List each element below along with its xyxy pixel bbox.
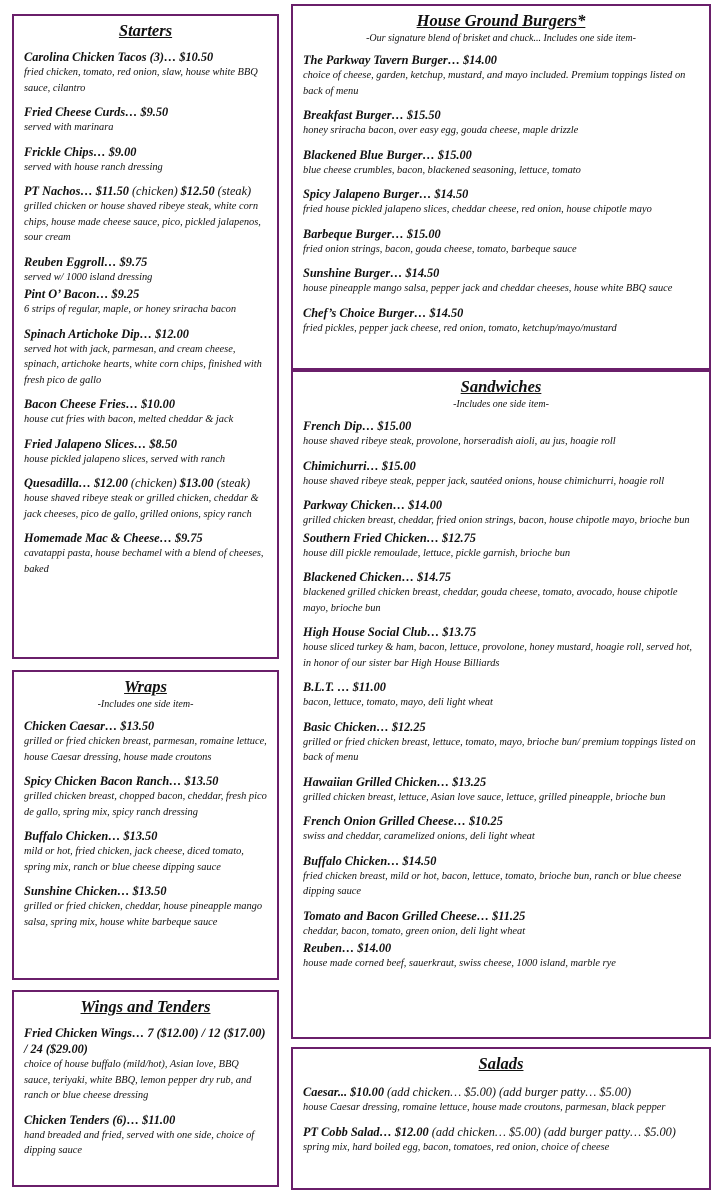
- starters-section: [12, 14, 279, 659]
- item-name: Quesadilla… $12.00 (chicken) $13.00 (steak): [24, 476, 251, 490]
- menu-item: [303, 569, 699, 616]
- menu-item: [303, 418, 699, 450]
- menu-item: [303, 107, 699, 139]
- item-desc: house pickled jalapeno slices, served with ranch: [24, 453, 226, 465]
- starters-title: Starters: [118, 21, 173, 40]
- item-name: Pint O’ Bacon… $9.25: [24, 287, 140, 301]
- item-name: Chimichurri… $15.00: [303, 458, 416, 473]
- item-desc: spring mix, hard boiled egg, bacon, tomatoes, red onion, choice of cheese: [303, 1141, 610, 1153]
- item-desc: house shaved ribeye steak, provolone, horseradish aioli, au jus, hoagie roll: [303, 436, 616, 447]
- item-desc: grilled or fried chicken breast, parmesan, romaine lettuce, house Caesar dressing, house made croutons: [24, 736, 267, 763]
- menu-item: [303, 1124, 699, 1156]
- menu-item: [24, 183, 267, 246]
- burgers-subtitle: -Our signature blend of brisket and chuck... Includes one side item-: [366, 33, 636, 44]
- salads-section: [291, 1047, 711, 1190]
- item-desc: bacon, lettuce, tomato, mayo, deli light wheat: [303, 697, 493, 708]
- item-desc: cheddar, bacon, tomato, green onion, deli light wheat: [303, 925, 526, 937]
- item-desc: house made corned beef, sauerkraut, swiss cheese, 1000 island, marble rye: [303, 958, 616, 969]
- menu-item: [24, 254, 267, 286]
- item-name: PT Nachos… $11.50 (chicken) $12.50 (steak): [24, 184, 252, 198]
- item-name: High House Social Club… $13.75: [303, 625, 477, 639]
- menu-item: [303, 1084, 699, 1116]
- item-desc: house shaved ribeye steak, pepper jack, sautéed onions, house chimichurri, hoagie roll: [303, 475, 665, 487]
- item-desc: served with marinara: [24, 122, 114, 133]
- item-name: Parkway Chicken… $14.00: [303, 498, 443, 512]
- item-name: Reuben Eggroll… $9.75: [24, 254, 148, 269]
- item-name: Buffalo Chicken… $14.50: [303, 853, 437, 868]
- item-name: Chicken Caesar… $13.50: [24, 719, 155, 733]
- menu-item: [303, 679, 699, 711]
- salads-title: Salads: [478, 1054, 524, 1073]
- item-desc: served with house ranch dressing: [24, 161, 163, 173]
- item-name: Fried Chicken Wings… 7 ($12.00) / 12 ($17.00) / 24 ($29.00): [24, 1026, 266, 1056]
- item-name: French Dip… $15.00: [303, 419, 412, 433]
- item-desc: served hot with jack, parmesan, and cream cheese, spinach, artichoke hearts, white corn chips, finished with fresh pico de gallo: [24, 343, 262, 386]
- item-name: Chicken Tenders (6)… $11.00: [24, 1112, 176, 1127]
- item-name: Fried Jalapeno Slices… $8.50: [24, 436, 178, 451]
- item-name: Homemade Mac & Cheese… $9.75: [24, 531, 203, 545]
- item-desc: house dill pickle remoulade, lettuce, pickle garnish, brioche bun: [303, 547, 571, 559]
- item-name: Breakfast Burger… $15.50: [303, 108, 441, 122]
- wraps-title: Wraps: [124, 677, 167, 696]
- item-desc: honey sriracha bacon, over easy egg, gouda cheese, maple drizzle: [303, 125, 579, 136]
- menu-item: [303, 305, 699, 337]
- menu-item: [24, 49, 267, 96]
- item-desc: grilled or fried chicken, cheddar, house pineapple mango salsa, spring mix, house white barbeque sauce: [24, 901, 263, 928]
- item-name: Hawaiian Grilled Chicken… $13.25: [303, 774, 487, 789]
- item-desc: 6 strips of regular, maple, or honey sriracha bacon: [24, 304, 237, 315]
- menu-item: [303, 226, 699, 258]
- item-name: Sunshine Burger… $14.50: [303, 266, 440, 280]
- item-name: Basic Chicken… $12.25: [303, 719, 426, 734]
- wings-title: Wings and Tenders: [80, 997, 211, 1016]
- item-desc: grilled chicken breast, lettuce, Asian love sauce, lettuce, grilled pineapple, brioche bun: [303, 791, 666, 803]
- item-desc: fried chicken breast, mild or hot, bacon, lettuce, tomato, brioche bun, ranch or blue cheese dipping sauce: [303, 870, 682, 897]
- item-desc: mild or hot, fried chicken, jack cheese, diced tomato, spring mix, ranch or blue cheese dipping sauce: [24, 846, 244, 873]
- item-desc: grilled or fried chicken breast, lettuce, tomato, mayo, brioche bun/ premium toppings listed on back of menu: [303, 736, 696, 763]
- menu-item: [303, 813, 699, 845]
- item-name: Buffalo Chicken… $13.50: [24, 829, 158, 843]
- wings-section: [12, 990, 279, 1187]
- sandwiches-section: [291, 370, 711, 1039]
- item-desc: served w/ 1000 island dressing: [24, 271, 153, 283]
- item-name: Sunshine Chicken… $13.50: [24, 884, 167, 898]
- item-desc: house sliced turkey & ham, bacon, lettuce, provolone, honey mustard, hoagie roll, served hot, in honor of our sister bar High House Billiards: [303, 642, 692, 669]
- item-desc: choice of cheese, garden, ketchup, mustard, and mayo included. Premium toppings listed on back of menu: [303, 70, 686, 97]
- item-desc: fried onion strings, bacon, gouda cheese, tomato, barbeque sauce: [303, 243, 577, 255]
- burgers-section: [291, 4, 711, 370]
- item-desc: cavatappi pasta, house bechamel with a blend of cheeses, baked: [24, 548, 264, 575]
- menu-item: [303, 908, 699, 940]
- item-name: Tomato and Bacon Grilled Cheese… $11.25: [303, 908, 526, 923]
- item-name: PT Cobb Salad… $12.00 (add chicken… $5.00) (add burger patty… $5.00): [303, 1124, 676, 1139]
- item-name: Frickle Chips… $9.00: [24, 144, 137, 159]
- menu-item: [303, 530, 699, 562]
- menu-item: [24, 883, 267, 930]
- menu-item: [303, 186, 699, 218]
- item-desc: choice of house buffalo (mild/hot), Asian love, BBQ sauce, teriyaki, white BBQ, lemon pepper dry rub, and ranch or blue cheese dressing: [24, 1059, 252, 1101]
- item-name: Bacon Cheese Fries… $10.00: [24, 397, 175, 411]
- wraps-section: [12, 670, 279, 980]
- menu-item: [24, 436, 267, 468]
- item-name: Caesar... $10.00 (add chicken… $5.00) (add burger patty… $5.00): [303, 1085, 632, 1099]
- menu-item: [24, 530, 267, 577]
- item-desc: grilled chicken breast, cheddar, fried onion strings, bacon, house chipotle mayo, brioche bun: [303, 515, 690, 526]
- menu-item: [24, 144, 267, 176]
- item-desc: grilled chicken or house shaved ribeye steak, white corn chips, house made cheese sauce, pico, pickled jalapenos, sour cream: [24, 201, 261, 243]
- item-name: Spinach Artichoke Dip… $12.00: [24, 326, 189, 341]
- menu-item: [24, 773, 267, 820]
- menu-item: [303, 147, 699, 179]
- item-name: Carolina Chicken Tacos (3)… $10.50: [24, 50, 214, 64]
- menu-item: [24, 828, 267, 875]
- menu-item: [303, 458, 699, 490]
- item-desc: swiss and cheddar, caramelized onions, deli light wheat: [303, 831, 535, 842]
- menu-item: [303, 624, 699, 671]
- menu-item: [24, 286, 267, 318]
- item-desc: blackened grilled chicken breast, cheddar, gouda cheese, tomato, avocado, house chipotle mayo, brioche bun: [303, 587, 678, 614]
- item-desc: house shaved ribeye steak or grilled chicken, cheddar & jack cheeses, pico de gallo, grilled onions, spicy ranch: [24, 493, 259, 520]
- menu-item: [303, 265, 699, 297]
- menu-item: [303, 52, 699, 99]
- menu-item: [24, 1025, 267, 1104]
- item-name: The Parkway Tavern Burger… $14.00: [303, 53, 497, 67]
- wraps-subtitle: -Includes one side item-: [97, 699, 194, 710]
- item-desc: house cut fries with bacon, melted cheddar & jack: [24, 414, 234, 425]
- menu-item: [24, 104, 267, 136]
- menu-item: [24, 475, 267, 522]
- item-desc: house pineapple mango salsa, pepper jack and cheddar cheeses, house white BBQ sauce: [303, 283, 673, 294]
- item-desc: fried pickles, pepper jack cheese, red onion, tomato, ketchup/mayo/mustard: [303, 322, 617, 334]
- sandwiches-title: Sandwiches: [460, 377, 542, 396]
- burgers-title: House Ground Burgers*: [416, 11, 586, 30]
- menu-item: [24, 326, 267, 389]
- item-name: B.L.T. … $11.00: [303, 680, 386, 694]
- item-desc: blue cheese crumbles, bacon, blackened seasoning, lettuce, tomato: [303, 164, 581, 176]
- menu-item: [303, 719, 699, 766]
- item-name: Southern Fried Chicken… $12.75: [303, 530, 476, 545]
- item-name: Fried Cheese Curds… $9.50: [24, 105, 169, 119]
- item-desc: fried house pickled jalapeno slices, cheddar cheese, red onion, house chipotle mayo: [303, 204, 652, 215]
- menu-item: [303, 940, 699, 972]
- item-name: Reuben… $14.00: [303, 941, 392, 955]
- menu-item: [303, 774, 699, 806]
- menu-item: [24, 718, 267, 765]
- item-name: Blackened Chicken… $14.75: [303, 570, 451, 584]
- item-name: Chef’s Choice Burger… $14.50: [303, 305, 464, 320]
- menu-item: [303, 497, 699, 529]
- item-desc: hand breaded and fried, served with one side, choice of dipping sauce: [24, 1129, 255, 1156]
- item-desc: grilled chicken breast, chopped bacon, cheddar, fresh pico de gallo, spring mix, spicy ranch dressing: [24, 791, 267, 818]
- item-name: Barbeque Burger… $15.00: [303, 226, 441, 241]
- item-desc: house Caesar dressing, romaine lettuce, house made croutons, parmesan, black pepper: [303, 1102, 666, 1113]
- menu-item: [24, 396, 267, 428]
- menu-item: [303, 853, 699, 900]
- item-name: Blackened Blue Burger… $15.00: [303, 147, 472, 162]
- item-name: Spicy Chicken Bacon Ranch… $13.50: [24, 774, 219, 788]
- menu-item: [24, 1112, 267, 1159]
- item-name: Spicy Jalapeno Burger… $14.50: [303, 187, 469, 201]
- item-name: French Onion Grilled Cheese… $10.25: [303, 814, 503, 828]
- item-desc: fried chicken, tomato, red onion, slaw, house white BBQ sauce, cilantro: [24, 67, 258, 94]
- sandwiches-subtitle: -Includes one side item-: [453, 399, 549, 410]
